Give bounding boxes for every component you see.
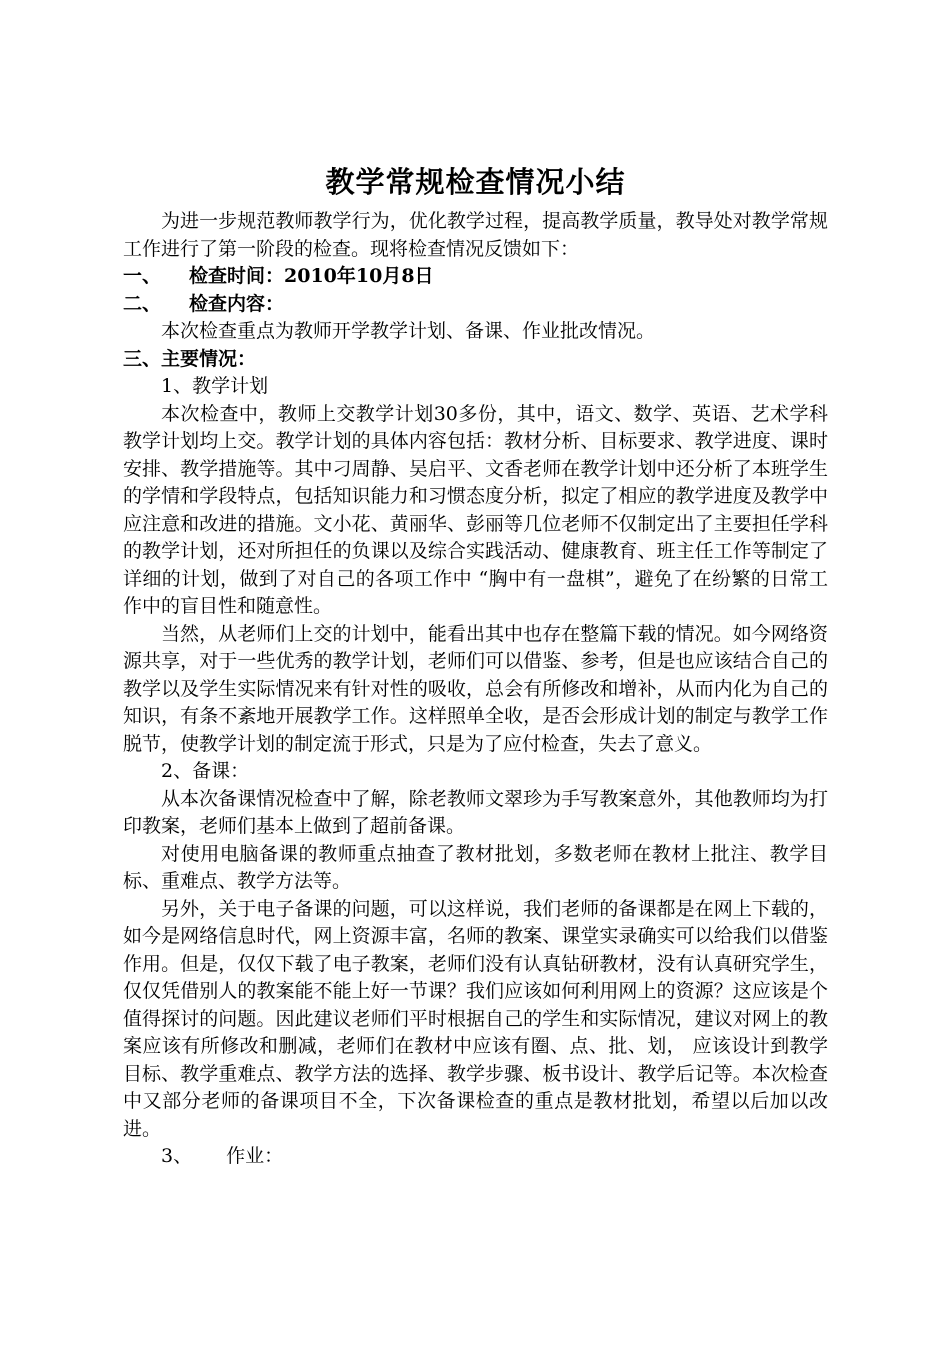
section-heading-main: 三、主要情况： bbox=[123, 347, 257, 370]
section-number: 一、 bbox=[123, 265, 162, 287]
section-heading-time bbox=[123, 263, 828, 291]
section-text: 检查时间：2010年10月8日 bbox=[189, 265, 434, 287]
item-heading-plan: 1、教学计划 bbox=[161, 375, 269, 397]
item-label: 作业： bbox=[226, 1145, 284, 1167]
content-paragraph: 本次检查重点为教师开学教学计划、备课、作业批改情况。 bbox=[161, 320, 656, 342]
document-title: 教学常规检查情况小结 bbox=[325, 165, 626, 199]
item-heading-lesson-prep: 2、备课： bbox=[161, 760, 250, 782]
item-number: 3、 bbox=[161, 1145, 193, 1167]
lesson-prep-paragraph-2: 对使用电脑备课的教师重点抽查了教材批划，多数老师在教材上批注、教学目标、重难点、教学方法等。 bbox=[123, 842, 828, 892]
section-text: 检查内容： bbox=[189, 292, 285, 315]
plan-paragraph-2: 当然，从老师们上交的计划中，能看出其中也存在整篇下载的情况。如今网络资源共享，对于一些优秀的教学计划，老师们可以借鉴、参考，但是也应该结合自己的教学以及学生实际情况来有针对性的吸收，总会有所修改和增补，从而内化为自己的知识，有条不紊地开展教学工作。这样照单全收，是否会形成计划的制定与教学工作脱节，使教学计划的制定流于形式，只是为了应付检查，失去了意义。 bbox=[123, 622, 828, 755]
intro-paragraph: 为进一步规范教师教学行为，优化教学过程，提高教学质量，教导处对教学常规工作进行了第一阶段的检查。现将检查情况反馈如下： bbox=[123, 210, 828, 260]
lesson-prep-paragraph-3: 另外，关于电子备课的问题，可以这样说，我们老师的备课都是在网上下载的，如今是网络信息时代，网上资源丰富，名师的教案、课堂实录确实可以给我们以借鉴作用。但是，仅仅下载了电子教案，老师们没有认真钻研教材，没有认真研究学生，仅仅凭借别人的教案能不能上好一节课？我们应该如何利用网上的资源？这应该是个值得探讨的问题。因此建议老师们平时根据自己的学生和实际情况，建议对网上的教案应该有所修改和删减，老师们在教材中应该有圈、点、批、划， 应该设计到教学目标、教学重难点、教学方法的选择、教学步骤、板书设计、教学后记等。本次检查中又部分老师的备课项目不全，下次备课检查的重点是教材批划，希望以后加以改进。 bbox=[123, 897, 828, 1140]
lesson-prep-paragraph-1: 从本次备课情况检查中了解，除老教师文翠珍为手写教案意外，其他教师均为打印教案，老师们基本上做到了超前备课。 bbox=[123, 787, 828, 837]
section-number: 二、 bbox=[123, 292, 162, 315]
section-heading-content bbox=[123, 291, 828, 319]
plan-paragraph-1: 本次检查中，教师上交教学计划30多份，其中，语文、数学、英语、艺术学科教学计划均上交。教学计划的具体内容包括：教材分析、目标要求、教学进度、课时安排、教学措施等。其中刁周静、吴启平、文香老师在教学计划中还分析了本班学生的学情和学段特点，包括知识能力和习惯态度分析，拟定了相应的教学进度及教学中应注意和改进的措施。文小花、黄丽华、彭丽等几位老师不仅制定出了主要担任学科的教学计划，还对所担任的负课以及综合实践活动、健康教育、班主任工作等制定了详细的计划，做到了对自己的各项工作中 “胸中有一盘棋”，避免了在纷繁的日常工作中的盲目性和随意性。 bbox=[123, 402, 828, 617]
document-page bbox=[123, 160, 828, 1171]
item-heading-homework bbox=[123, 1143, 828, 1171]
